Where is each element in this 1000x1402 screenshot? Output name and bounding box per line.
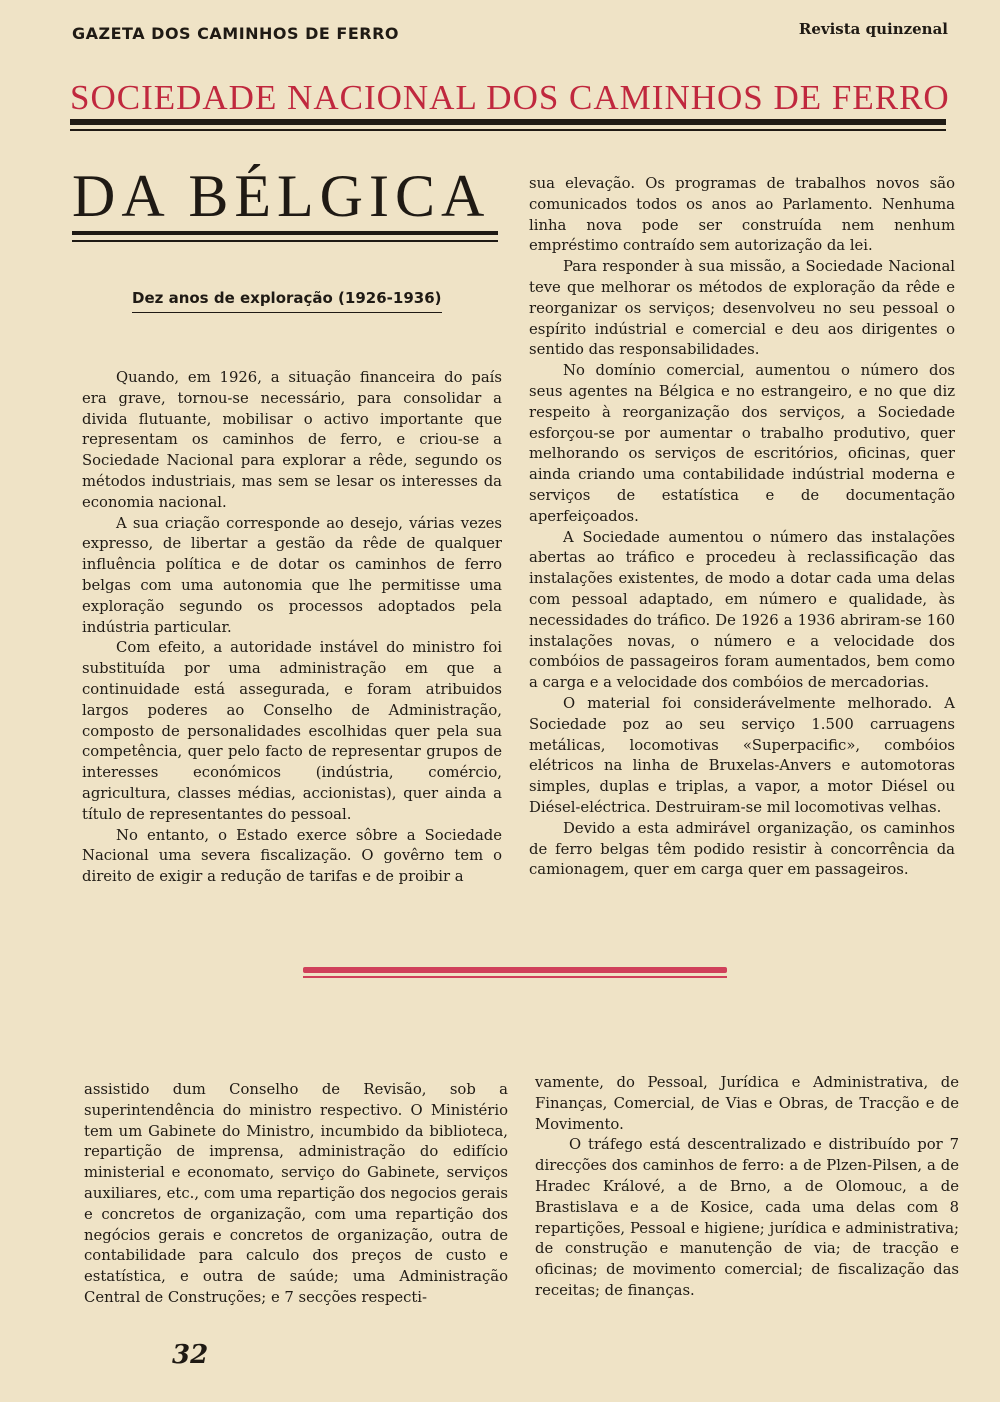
banner-rule-thin — [70, 129, 946, 131]
paragraph: A sua criação corresponde ao desejo, várias vezes expresso, de libertar a gestão da rêde de qualquer influência política e de dotar os caminhos de ferro belgas com uma autonomia que lhe permitisse uma exploração segundo os processos adoptados pela indústria particular. — [82, 514, 502, 636]
banner-rule-thick — [70, 119, 946, 125]
paragraph: O material foi considerávelmente melhorado. A Sociedade poz ao seu serviço 1.500 carruagens metálicas, locomotivas «Superpacific», combóios elétricos na linha de Bruxelas-Anvers e automotoras simples, duplas e triplas, a vapor, a motor Diésel ou Diésel-eléctrica. Destruiram-se mil locomotivas velhas. — [529, 694, 955, 816]
paragraph: Com efeito, a autoridade instável do ministro foi substituída por uma administração em que a continuidade está assegurada, e foram atribuidos largos poderes ao Conselho de Administração, composto de personalidades escolhidas quer pela sua competência, quer pelo facto de representar grupos de interesses económicos (indústria, comércio, agricultura, classes médias, accionistas), quer ainda a título de representantes do pessoal. — [82, 639, 502, 823]
paragraph: O tráfego está descentralizado e distribuído por 7 direcções dos caminhos de ferro: a de Plzen-Pilsen, a de Hradec Králové, a de Brno, a de Olomouc, a de Brastislava e a de Kosice, cada uma delas com 8 repartições, Pessoal e higiene; jurídica e administrativa; de construção e manutenção de via; de tracção e oficinas; de movimento comercial; de fiscalização das receitas; de finanças. — [535, 1136, 959, 1299]
paragraph: Para responder à sua missão, a Sociedade Nacional teve que melhorar os métodos de exploração da rêde e reorganizar os serviços; desenvolveu no seu pessoal o espírito indústrial e comercial e deu aos dirigentes o sentido das responsabilidades. — [529, 258, 955, 359]
paragraph: Quando, em 1926, a situação financeira do país era grave, tornou-se necessário, para consolidar a divida flutuante, mobilisar o activo importante que representam os caminhos de ferro, e criou-se a Sociedade Nacional para explorar a rêde, segundo os métodos industriais, mas sem se lesar os interesses da economia nacional. — [82, 369, 502, 511]
article-banner: SOCIEDADE NACIONAL DOS CAMINHOS DE FERRO — [70, 78, 950, 117]
paragraph: A Sociedade aumentou o número das instalações abertas ao tráfico e procedeu à reclassificação das instalações existentes, de modo a dotar cada uma delas com pessoal adaptado, em número e qualidade, às necessidades do tráfico. De 1926 a 1936 abriram-se 160 instalações novas, o número e a velocidade dos combóios de passageiros foram aumentados, bem como a carga e a velocidade dos combóios de mercadorias. — [529, 528, 955, 692]
publication-frequency: Revista quinzenal — [798, 20, 948, 38]
paragraph: vamente, do Pessoal, Jurídica e Administrativa, de Finanças, Comercial, de Vias e Obras, de Tracção e de Movimento. — [535, 1074, 959, 1133]
paragraph: Devido a esta admirável organização, os caminhos de ferro belgas têm podido resistir à concorrência da camionagem, quer em carga quer em passageiros. — [529, 819, 955, 879]
paragraph: No domínio comercial, aumentou o número dos seus agentes na Bélgica e no estrangeiro, e no que diz respeito à reorganização dos serviços, a Sociedade esforçou-se por aumentar o trabalho produtivo, quer melhorando os serviços de escritórios, oficinas, quer ainda criando uma contabilidade indústrial moderna e serviços de estatística e de documentação aperfeiçoados. — [529, 362, 955, 525]
section-divider — [303, 967, 727, 973]
lower-column-right — [535, 1073, 959, 1302]
article-column-left — [82, 368, 502, 888]
article-title: DA BÉLGICA — [72, 163, 491, 229]
paragraph: assistido dum Conselho de Revisão, sob a superintendência do ministro respectivo. O Ministério tem um Gabinete do Ministro, incumbido da biblioteca, repartição de imprensa, administração do edifício ministerial e economato, serviço do Gabinete, serviços auxiliares, etc., com uma repartição dos negocios gerais e concretos de organização, com uma repartição dos negócios gerais e concretos de organização, outra de contabilidade para calculo dos preços de custo e estatística, e outra de saúde; uma Administração Central de Construções; e 7 secções respecti- — [84, 1081, 508, 1306]
title-rule-thick — [72, 231, 498, 235]
article-column-right — [529, 174, 955, 881]
lower-column-left — [84, 1080, 508, 1309]
page-number: 32 — [172, 1340, 209, 1370]
title-rule-thin — [72, 240, 498, 242]
publication-name: GAZETA DOS CAMINHOS DE FERRO — [72, 24, 400, 43]
paragraph: sua elevação. Os programas de trabalhos novos são comunicados todos os anos ao Parlamento. Nenhuma linha nova pode ser construída nem nenhum empréstimo contraído sem autorização da lei. — [529, 175, 955, 255]
article-subtitle: Dez anos de exploração (1926-1936) — [132, 289, 442, 307]
subtitle-underline — [132, 312, 442, 313]
section-divider-thin — [303, 976, 727, 978]
paragraph: No entanto, o Estado exerce sôbre a Sociedade Nacional uma severa fiscalização. O govêrno tem o direito de exigir a redução de tarifas e de proibir a — [82, 826, 502, 886]
